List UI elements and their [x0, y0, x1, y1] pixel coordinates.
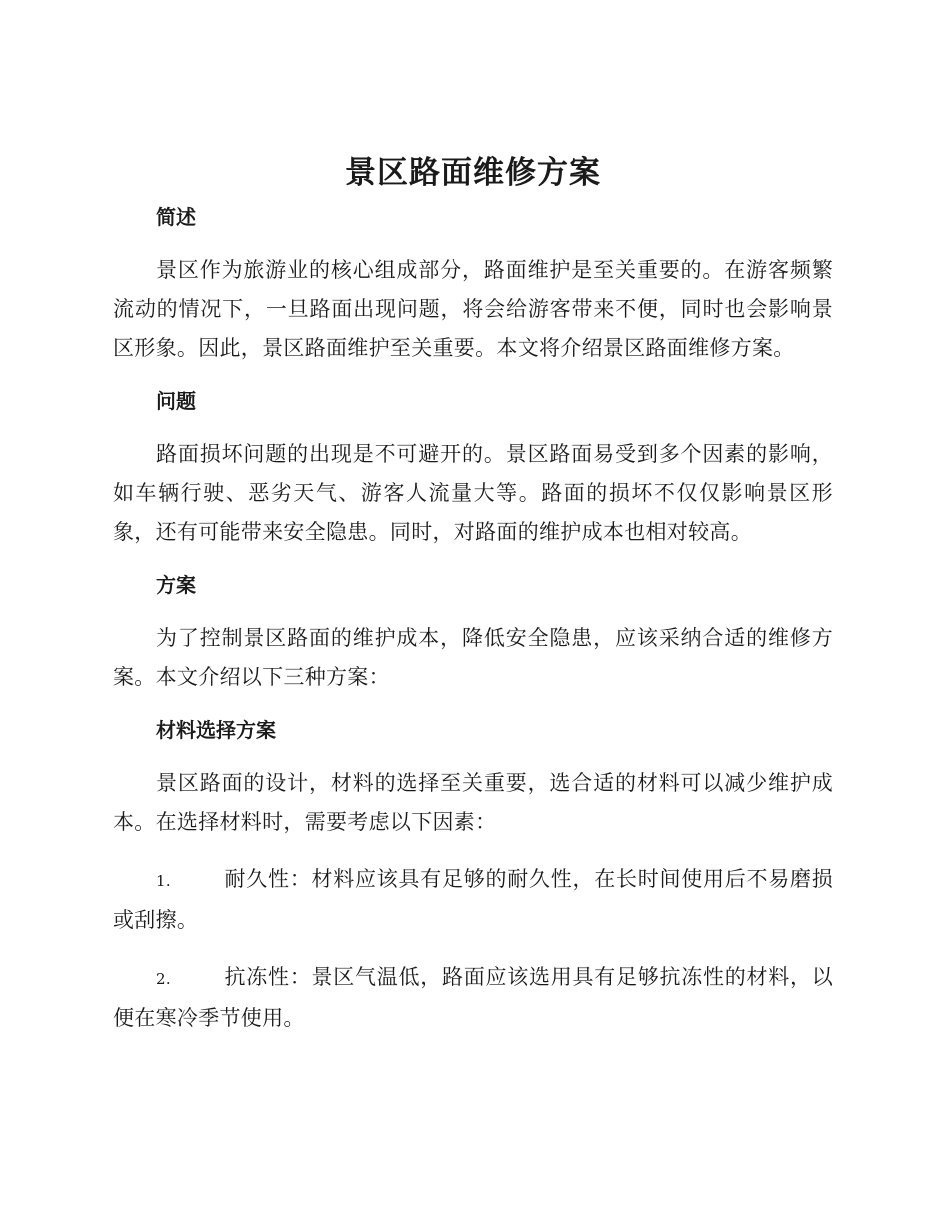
list-item-number: 2.	[156, 970, 171, 988]
document-title: 景区路面维修方案	[345, 155, 601, 191]
section-heading-problem: 问题	[156, 389, 196, 413]
list-item-number: 1.	[156, 872, 171, 890]
section-heading-material: 材料选择方案	[156, 718, 276, 742]
section-paragraph-overview: 景区作为旅游业的核心组成部分，路面维护是至关重要的。在游客频繁流动的情况下，一旦路面出现问题，将会给游客带来不便，同时也会影响景区形象。因此，景区路面维护至关重要。本文将介绍景区路面维修方案。	[113, 258, 833, 360]
list-item-text: 耐久性：材料应该具有足够的耐久性，在长时间使用后不易磨损或刮擦。	[113, 867, 833, 932]
list-item-text: 抗冻性：景区气温低，路面应该选用具有足够抗冻性的材料，以便在寒冷季节使用。	[113, 965, 833, 1030]
section-paragraph-plan: 为了控制景区路面的维护成本，降低安全隐患，应该采纳合适的维修方案。本文介绍以下三种方案：	[113, 626, 833, 689]
section-heading-overview: 简述	[156, 205, 196, 229]
section-heading-plan: 方案	[156, 573, 196, 597]
list-item	[113, 860, 833, 940]
section-paragraph-material: 景区路面的设计，材料的选择至关重要，选合适的材料可以减少维护成本。在选择材料时，需要考虑以下因素：	[113, 771, 833, 834]
section-paragraph-problem: 路面损坏问题的出现是不可避开的。景区路面易受到多个因素的影响，如车辆行驶、恶劣天气、游客人流量大等。路面的损坏不仅仅影响景区形象，还有可能带来安全隐患。同时，对路面的维护成本也相对较高。	[113, 442, 833, 544]
list-item	[113, 958, 833, 1038]
document-page	[113, 150, 833, 1056]
